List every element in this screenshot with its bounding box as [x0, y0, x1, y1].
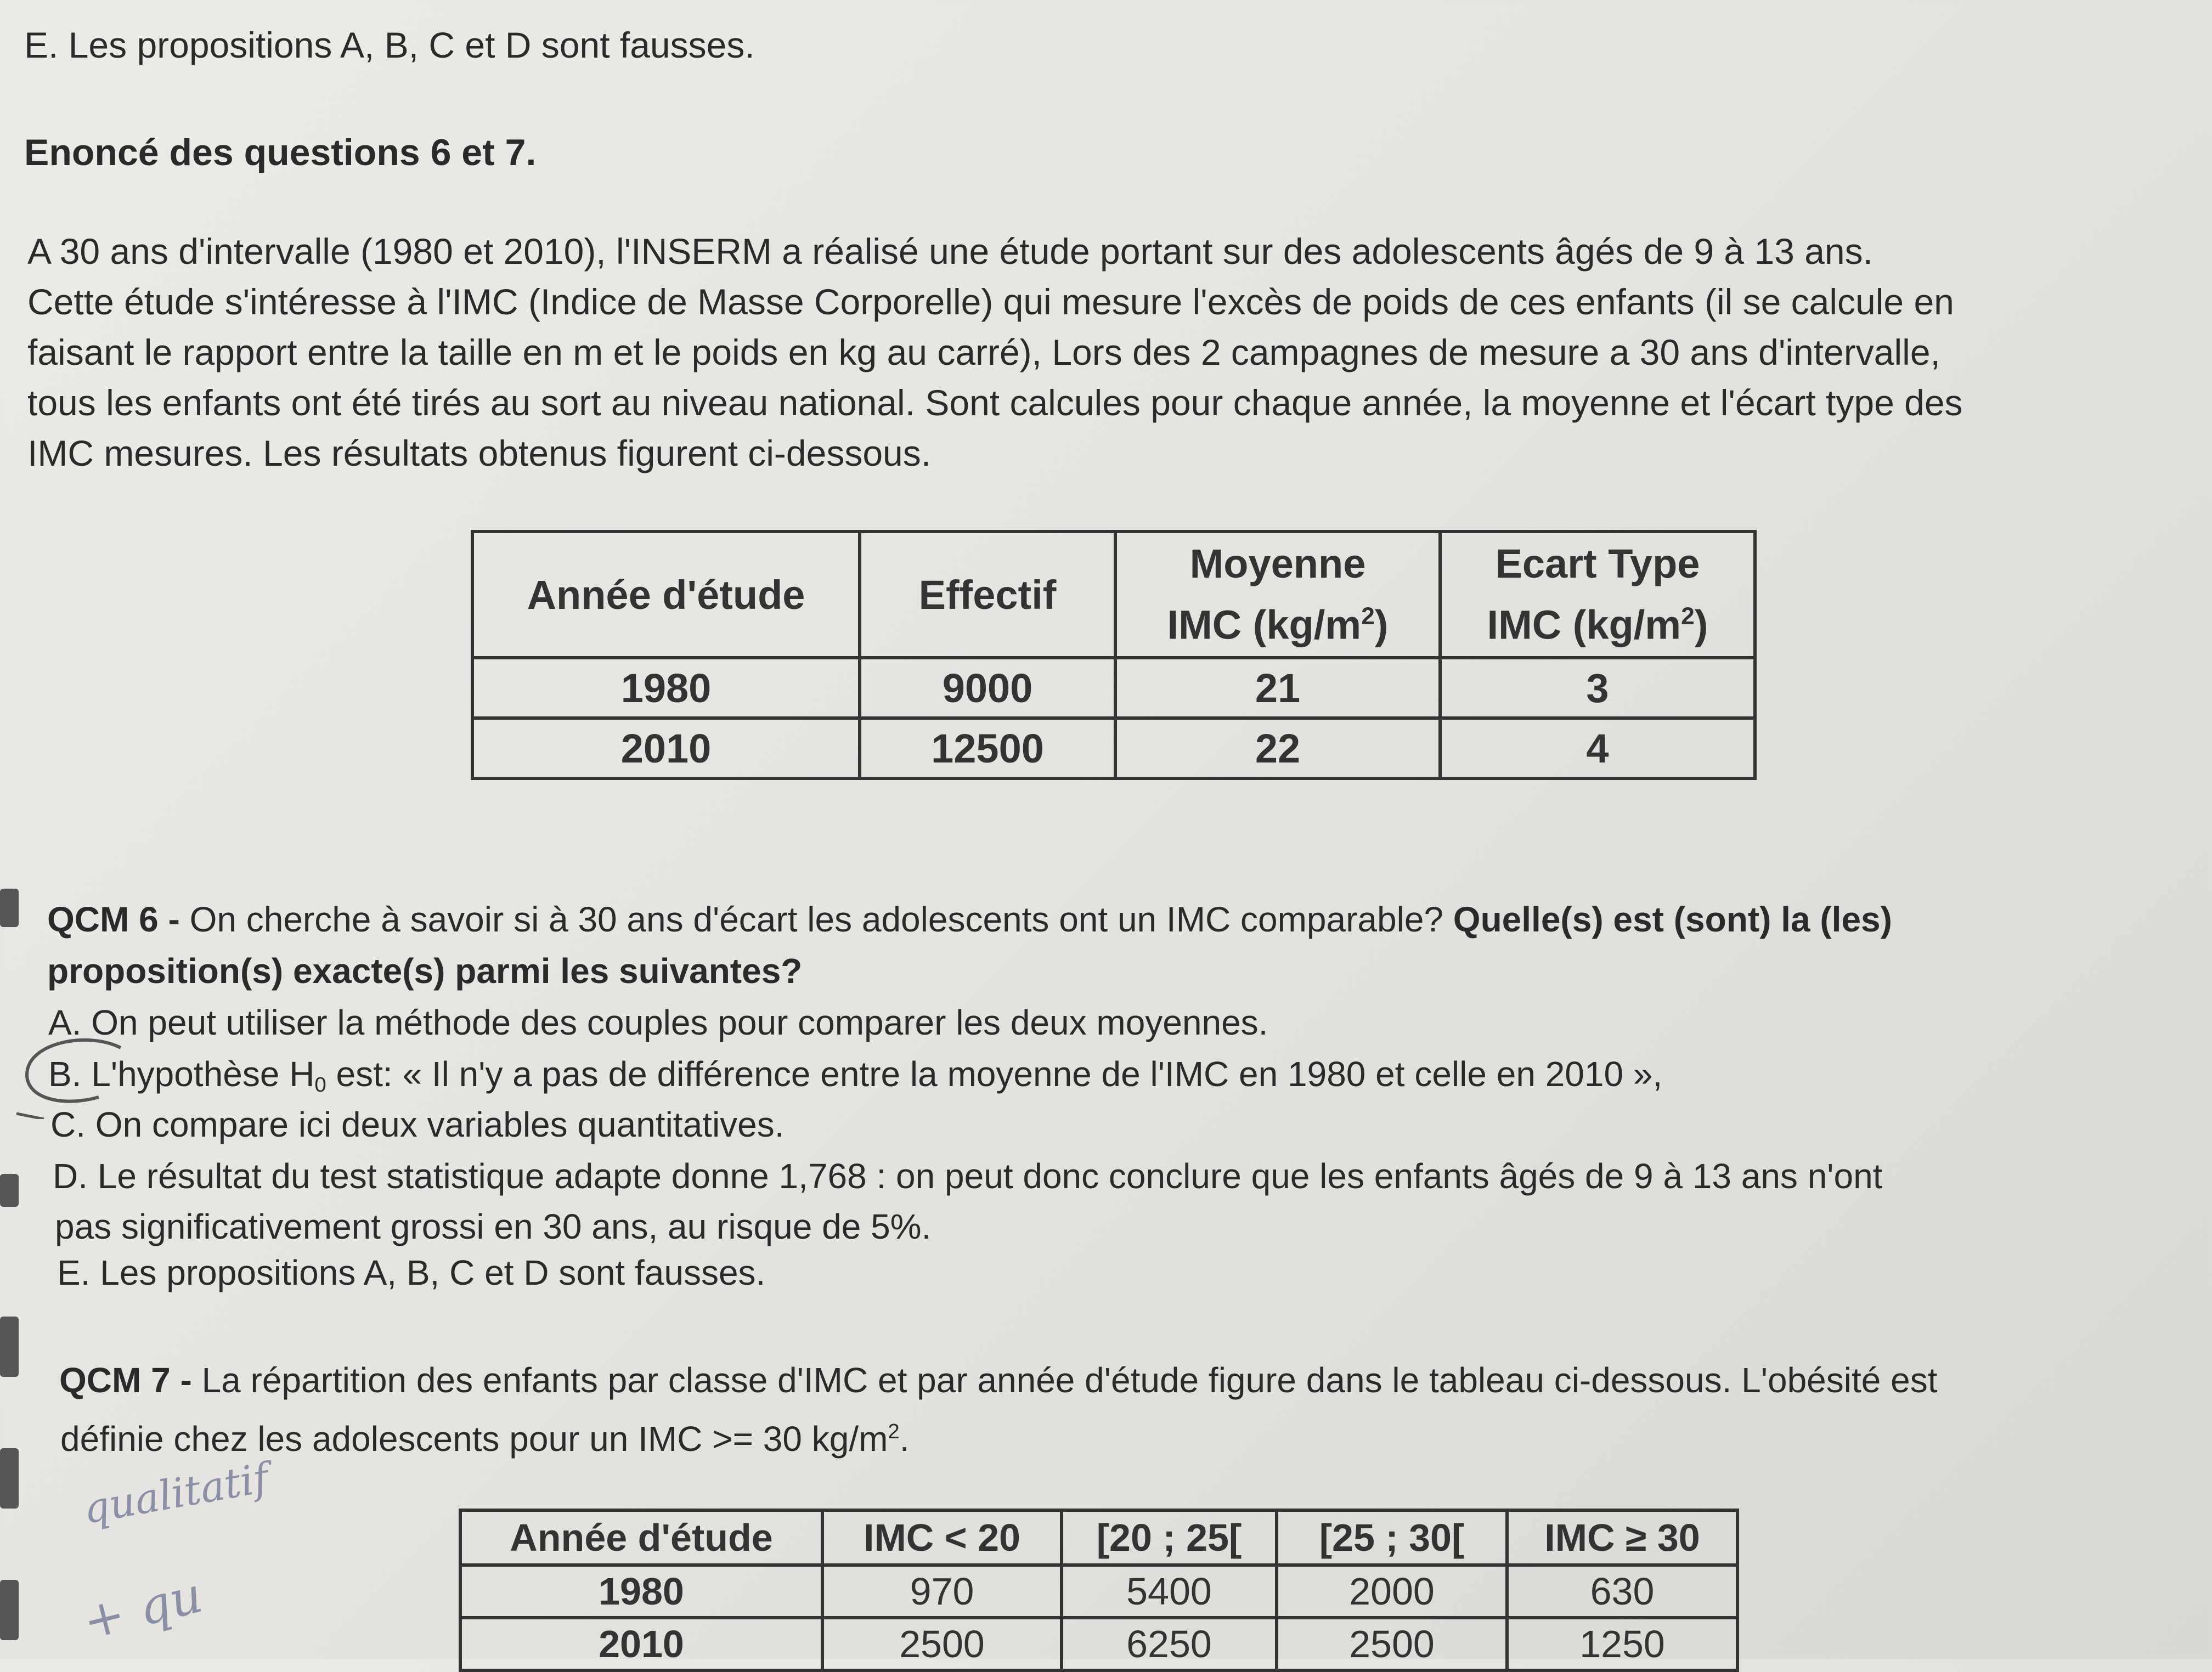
handwritten-note: + qu: [77, 1566, 208, 1652]
table-row: [460, 1565, 1737, 1618]
table-header-row: [460, 1510, 1737, 1565]
binder-ring: [0, 1174, 19, 1207]
table-header-mean: Moyenne IMC (kg/m2): [1115, 532, 1440, 658]
table-cell: 970: [822, 1565, 1062, 1618]
bmi-stats-table: [471, 530, 1757, 780]
table-cell: 9000: [860, 658, 1115, 718]
intro-line: Cette étude s'intéresse à l'IMC (Indice de Masse Corporelle) qui mesure l'excès de poids de ces enfants (il se calcule en: [27, 281, 1954, 322]
qcm7-question-line2: définie chez les adolescents pour un IMC >= 30 kg/m2.: [60, 1419, 910, 1459]
table-header-count: Effectif: [860, 532, 1115, 658]
qcm6-option-a[interactable]: A. On peut utiliser la méthode des couples pour comparer les deux moyennes.: [48, 1003, 1268, 1042]
table-cell: 2000: [1277, 1565, 1507, 1618]
table-row: [472, 658, 1755, 718]
table-cell: 21: [1115, 658, 1440, 718]
table-header-bin: [20 ; 25[: [1062, 1510, 1277, 1565]
qcm6-question: QCM 6 - On cherche à savoir si à 30 ans d'écart les adolescents ont un IMC comparable? Quelle(s) est (sont) la (les): [47, 900, 1892, 939]
table-header-bin: [25 ; 30[: [1277, 1510, 1507, 1565]
table-cell: 2010: [472, 718, 860, 778]
table-cell: 2010: [460, 1618, 822, 1670]
intro-line: A 30 ans d'intervalle (1980 et 2010), l'INSERM a réalisé une étude portant sur des adolescents âgés de 9 à 13 ans.: [27, 231, 1873, 272]
table-cell: 2500: [822, 1618, 1062, 1670]
intro-line: tous les enfants ont été tirés au sort au niveau national. Sont calcules pour chaque année, la moyenne et l'écart type des: [27, 382, 1963, 423]
binder-ring: [0, 1580, 19, 1640]
table-header-bin: IMC ≥ 30: [1507, 1510, 1737, 1565]
table-cell: 5400: [1062, 1565, 1277, 1618]
table-cell: 12500: [860, 718, 1115, 778]
qcm6-label: QCM 6 -: [47, 900, 180, 939]
table-cell: 2500: [1277, 1618, 1507, 1670]
previous-option-e: E. Les propositions A, B, C et D sont fausses.: [24, 25, 755, 65]
qcm6-option-c[interactable]: C. On compare ici deux variables quantitatives.: [50, 1105, 785, 1144]
table-cell: 4: [1440, 718, 1755, 778]
table-cell: 22: [1115, 718, 1440, 778]
table-cell: 1980: [460, 1565, 822, 1618]
qcm6-option-e[interactable]: E. Les propositions A, B, C et D sont fausses.: [57, 1253, 766, 1292]
table-row: [460, 1618, 1737, 1670]
table-cell: 1980: [472, 658, 860, 718]
binder-ring: [0, 1317, 19, 1377]
table-cell: 3: [1440, 658, 1755, 718]
intro-paragraph: [27, 226, 2189, 478]
handwritten-note: qualitatif: [80, 1454, 273, 1533]
table-cell: 630: [1507, 1565, 1737, 1618]
section-title: Enoncé des questions 6 et 7.: [24, 132, 537, 173]
qcm6-option-d-line2: pas significativement grossi en 30 ans, au risque de 5%.: [55, 1207, 932, 1246]
table-header-bin: IMC < 20: [822, 1510, 1062, 1565]
table-cell: 6250: [1062, 1618, 1277, 1670]
table-header-year: Année d'étude: [472, 532, 860, 658]
table-header-row: [472, 532, 1755, 658]
qcm6-option-b[interactable]: B. L'hypothèse H0 est: « Il n'y a pas de différence entre la moyenne de l'IMC en 1980 et celle en 2010 »,: [48, 1054, 1663, 1097]
pen-circle-mark: [11, 1031, 132, 1119]
table-cell: 1250: [1507, 1618, 1737, 1670]
intro-line: faisant le rapport entre la taille en m et le poids en kg au carré), Lors des 2 campagnes de mesure a 30 ans d'intervalle,: [27, 332, 1940, 372]
table-header-sd: Ecart Type IMC (kg/m2): [1440, 532, 1755, 658]
binder-ring: [0, 889, 19, 927]
qcm6-option-d[interactable]: D. Le résultat du test statistique adapte donne 1,768 : on peut donc conclure que les enfants âgés de 9 à 13 ans n'ont: [53, 1156, 1883, 1196]
table-row: [472, 718, 1755, 778]
binder-ring: [0, 1448, 19, 1509]
qcm7-question: QCM 7 - La répartition des enfants par classe d'IMC et par année d'étude figure dans le tableau ci-dessous. L'obésité est: [59, 1360, 1938, 1400]
intro-line: IMC mesures. Les résultats obtenus figurent ci-dessous.: [27, 433, 932, 473]
table-header-year: Année d'étude: [460, 1510, 822, 1565]
qcm6-question-line2: proposition(s) exacte(s) parmi les suivantes?: [47, 951, 803, 991]
qcm7-label: QCM 7 -: [59, 1360, 192, 1400]
bmi-distribution-table: [459, 1509, 1739, 1672]
